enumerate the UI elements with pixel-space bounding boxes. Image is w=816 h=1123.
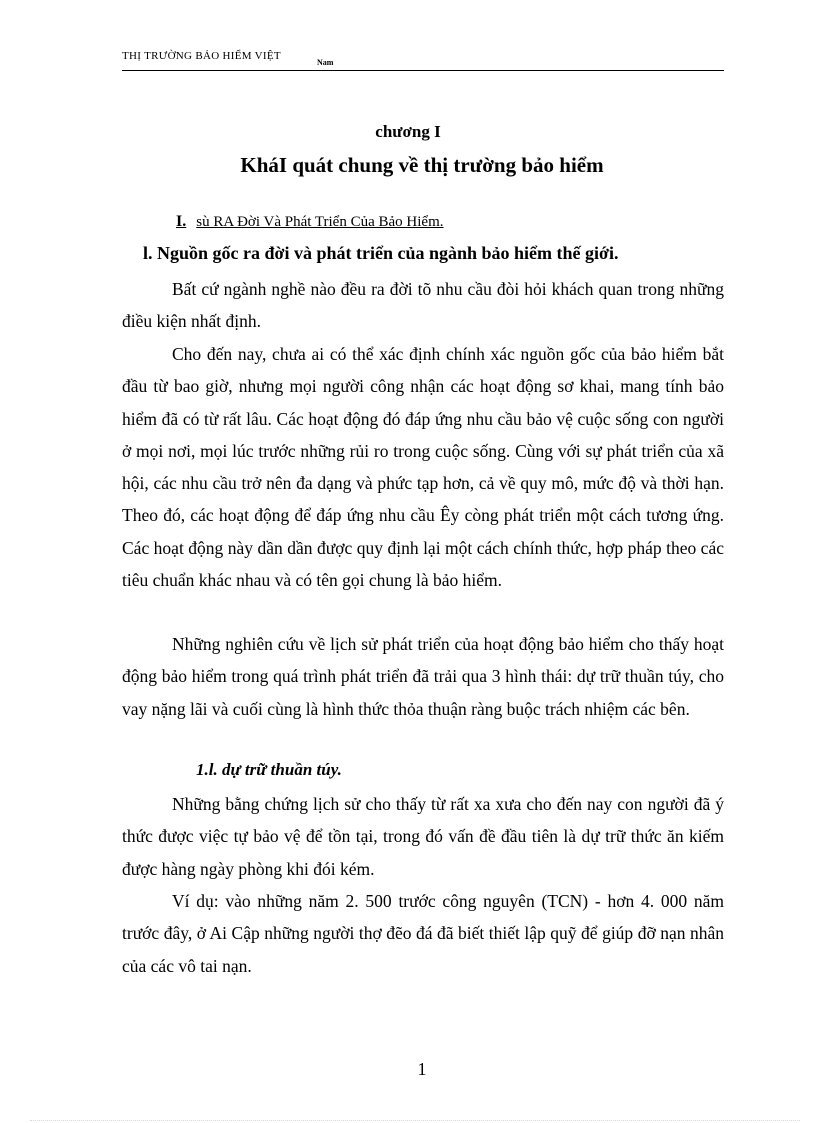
chapter-label: chương I	[375, 122, 441, 141]
header-title-tail: Nam	[317, 58, 334, 67]
page-header	[122, 48, 724, 71]
chapter-title: KháI quát chung về thị trường bảo hiểm	[240, 153, 604, 177]
page-number: 1	[417, 1059, 427, 1079]
paragraph-4: Những bằng chứng lịch sử cho thấy từ rất xa xưa cho đến nay con người đã ý thức được việc tự bảo vệ để tồn tại, trong đó vấn đề đầu tiên là dự trữ thức ăn kiếm được hàng ngày phòng khi đói kém.	[122, 794, 724, 879]
paragraph-1: Bất cứ ngành nghề nào đều ra đời tõ nhu cầu đòi hỏi khách quan trong những điều kiện nhất định.	[122, 279, 724, 332]
subsubsection-heading: 1.l. dự trữ thuần túy.	[196, 760, 342, 779]
section-number: I.	[176, 213, 187, 230]
header-title: THỊ TRƯỜNG BẢO HIỂM VIỆT	[122, 50, 281, 62]
paragraph-2: Cho đến nay, chưa ai có thể xác định chính xác nguồn gốc của bảo hiểm bắt đầu từ bao giờ, nhưng mọi người công nhận các hoạt động sơ khai, mang tính bảo hiểm đã có từ rất lâu. Các hoạt động đó đáp ứng nhu cầu bảo vệ cuộc sống con người ở mọi nơi, mọi lúc trước những rủi ro trong cuộc sống. Cùng với sự phát triển của xã hội, các nhu cầu trở nên đa dạng và phức tạp hơn, cả về quy mô, mức độ và thời hạn. Theo đó, các hoạt động để đáp ứng nhu cầu Êy còng phát triển một cách tương ứng. Các hoạt động này dần dần được quy định lại một cách chính thức, hợp pháp theo các tiêu chuẩn khác nhau và có tên gọi chung là bảo hiểm.	[122, 344, 724, 591]
page-bottom-border	[30, 1120, 800, 1121]
section-title: sù RA Đời Và Phát Triển Của Bảo Hiểm.	[196, 214, 444, 230]
paragraph-3: Những nghiên cứu về lịch sử phát triển của hoạt động bảo hiểm cho thấy hoạt động bảo hiểm trong quá trình phát triển đã trải qua 3 hình thái: dự trữ thuần túy, cho vay nặng lãi và cuối cùng là hình thức thỏa thuận ràng buộc trách nhiệm các bên.	[122, 634, 724, 719]
subsection-heading: l. Nguồn gốc ra đời và phát triển của ngành bảo hiểm thế giới.	[143, 243, 619, 263]
section-heading	[176, 213, 444, 231]
paragraph-5: Ví dụ: vào những năm 2. 500 trước công nguyên (TCN) - hơn 4. 000 năm trước đây, ở Ai Cập những người thợ đẽo đá đã biết thiết lập quỹ để giúp đỡ nạn nhân của các vô tai nạn.	[122, 891, 724, 976]
